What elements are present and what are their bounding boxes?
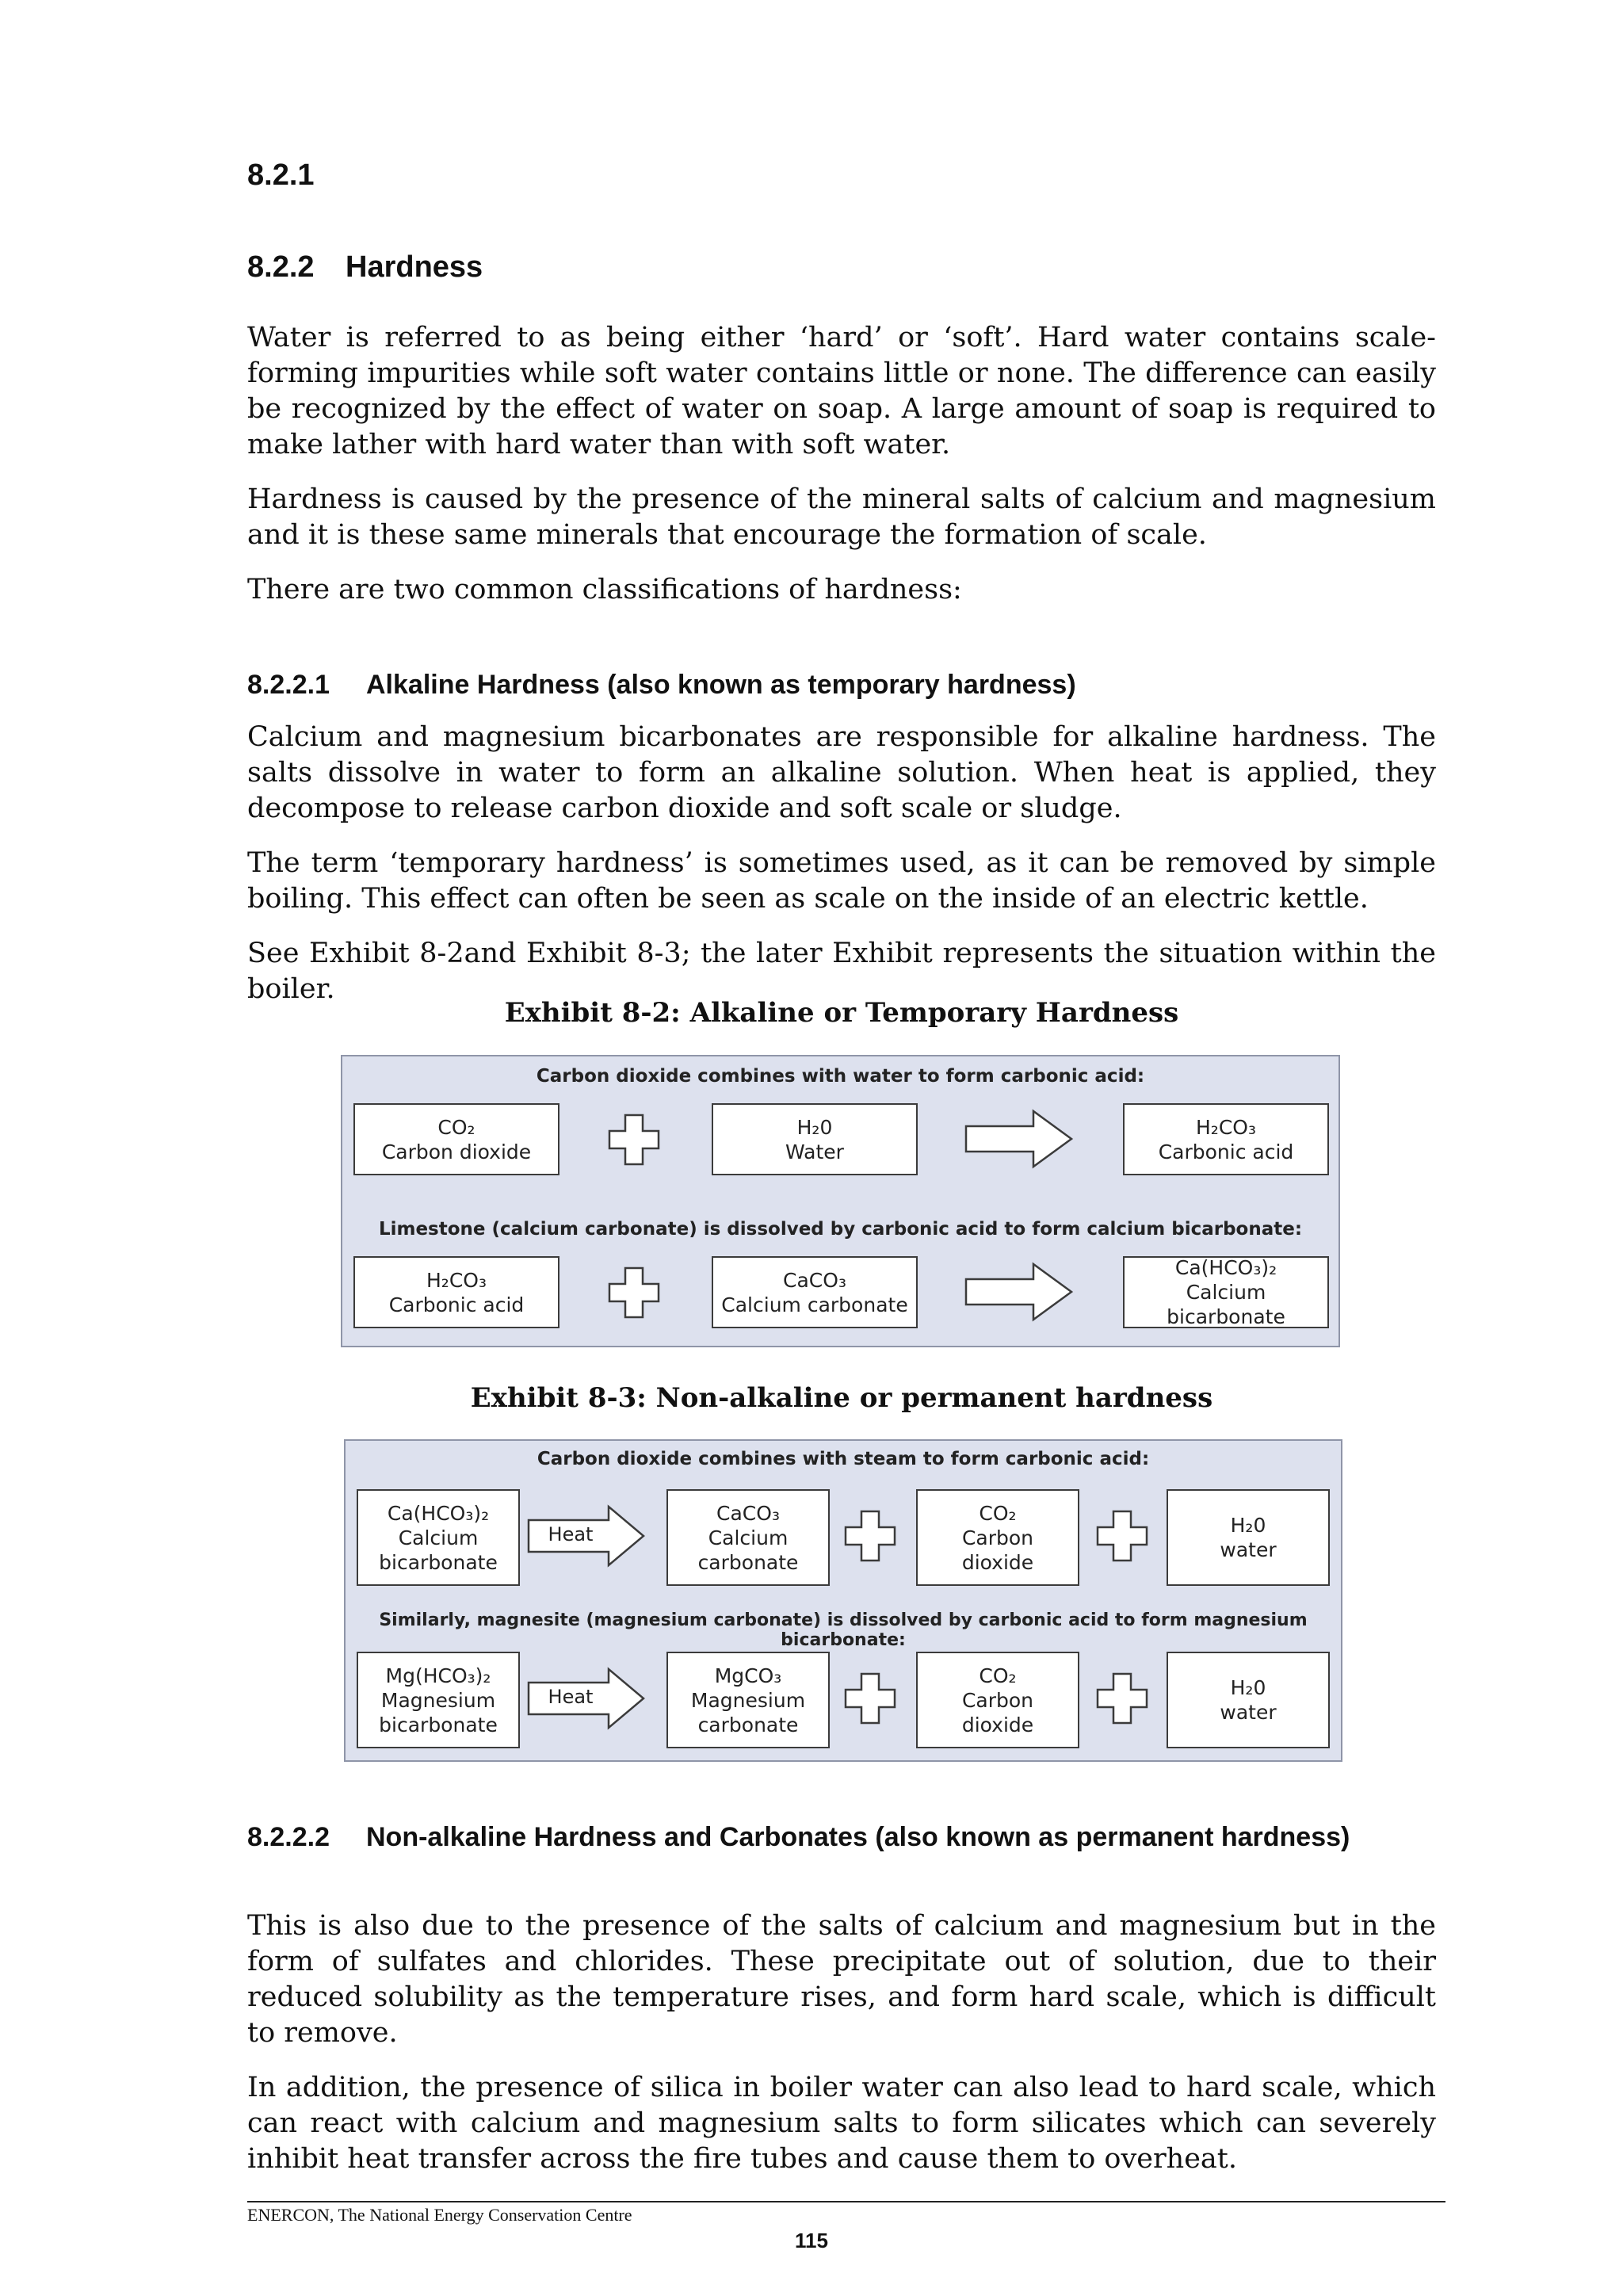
plus-icon <box>606 1265 662 1320</box>
formula: H₂0 <box>1230 1676 1266 1699</box>
paragraph: In addition, the presence of silica in boiler water can also lead to hard scale, which can react with calcium and magnesium salts to form silicates which can severely inhibit heat transfer across the fire tubes and cause them to overheat. <box>247 2072 1436 2175</box>
page-number: 115 <box>795 2229 828 2252</box>
heat-label: Heat <box>548 1686 594 1708</box>
paragraph: Water is referred to as being either ‘hard’ or ‘soft’. Hard water contains scale-forming impurities while soft water contains little or none. The difference can easily be recognized by the effect of water on soap. A large amount of soap is required to make lather with hard water than with soft water. <box>247 322 1436 460</box>
subsection-heading-8-2-2-1 <box>247 666 1436 704</box>
compound-name: Calcium bicarbonate <box>1167 1281 1285 1328</box>
compound-name: dioxide <box>961 1550 1034 1574</box>
exhibit-caption: Exhibit 8-3: Non-alkaline or permanent hardness <box>470 1382 1213 1414</box>
formula-box <box>357 1652 520 1748</box>
compound-name: bicarbonate <box>379 1550 498 1574</box>
paragraph: Hardness is caused by the presence of the mineral salts of calcium and magnesium and it is these same minerals that encourage the formation of scale. <box>247 483 1436 551</box>
paragraph: See Exhibit 8-2and Exhibit 8-3; the later Exhibit represents the situation within the boiler. <box>247 938 1436 1005</box>
section-heading-8-2-2 <box>247 250 483 285</box>
plus-icon <box>1094 1671 1150 1726</box>
diagram-row-title: Limestone (calcium carbonate) is dissolved by carbonic acid to form calcium bicarbonate: <box>378 1219 1303 1240</box>
compound-name: Calcium <box>708 1526 789 1549</box>
plus-icon <box>606 1112 662 1167</box>
formula-box <box>712 1103 918 1175</box>
exhibit-8-2-caption-wrap <box>247 995 1436 1031</box>
compound-name: Carbon <box>961 1688 1034 1712</box>
arrow-right-icon <box>964 1109 1075 1169</box>
compound-name: carbonate <box>697 1550 799 1574</box>
formula-box <box>712 1256 918 1328</box>
formula: CO₂ <box>979 1501 1017 1525</box>
paragraph: Calcium and magnesium bicarbonates are responsible for alkaline hardness. The salts dissolve in water to form an alkaline solution. When heat is applied, they decompose to release carbon dioxide and soft scale or sludge. <box>247 721 1436 824</box>
paragraph: The term ‘temporary hardness’ is sometimes used, as it can be removed by simple boiling. This effect can often be seen as scale on the inside of an electric kettle. <box>247 847 1436 915</box>
section-heading-8-2-1: 8.2.1 <box>247 159 315 192</box>
plus-icon <box>842 1508 898 1564</box>
subsection-title: Alkaline Hardness (also known as temporary hardness) <box>366 670 1076 700</box>
subsection-number: 8.2.2.2 <box>247 1822 330 1852</box>
compound-name: Magnesium <box>380 1688 496 1712</box>
subsection-number: 8.2.2.1 <box>247 670 330 700</box>
exhibit-8-2-diagram <box>341 1055 1340 1347</box>
compound-name: Water <box>785 1140 844 1163</box>
diagram-row-title: Similarly, magnesite (magnesium carbonate) is dissolved by carbonic acid to form magnesium bicarbonate: <box>379 1610 1308 1650</box>
formula: Mg(HCO₃)₂ <box>385 1664 491 1687</box>
paragraph: There are two common classifications of hardness: <box>247 574 962 606</box>
formula: H₂0 <box>796 1115 833 1139</box>
formula-box <box>916 1652 1079 1748</box>
formula-box <box>353 1103 559 1175</box>
formula: H₂0 <box>1230 1514 1266 1537</box>
formula-box <box>1123 1103 1329 1175</box>
formula: Ca(HCO₃)₂ <box>387 1501 490 1525</box>
paragraph: This is also due to the presence of the salts of calcium and magnesium but in the form of sulfates and chlorides. These precipitate out of solution, due to their reduced solubility as the temperature rises, and form hard scale, which is difficult to remove. <box>247 1910 1436 2049</box>
compound-name: water <box>1220 1701 1277 1724</box>
footer-divider <box>247 2201 1445 2202</box>
formula-box <box>353 1256 559 1328</box>
formula: H₂CO₃ <box>1196 1115 1256 1139</box>
non-alkaline-paragraphs <box>247 1908 1436 2196</box>
compound-name: dioxide <box>961 1713 1034 1736</box>
footer-organization: ENERCON, The National Energy Conservation Centre <box>247 2205 632 2225</box>
plus-icon <box>842 1671 898 1726</box>
compound-name: Carbonic acid <box>388 1293 525 1316</box>
formula-box <box>1167 1489 1330 1586</box>
diagram-row-title: Carbon dioxide combines with steam to form carbonic acid: <box>537 1449 1150 1469</box>
subsection-heading-8-2-2-2 <box>247 1818 1373 1856</box>
exhibit-8-3-diagram <box>344 1439 1342 1762</box>
formula-box <box>666 1652 830 1748</box>
compound-name: Carbonic acid <box>1158 1140 1294 1163</box>
heat-arrow <box>526 1667 647 1730</box>
formula: H₂CO₃ <box>426 1268 487 1292</box>
formula: CaCO₃ <box>783 1268 846 1292</box>
formula-box <box>357 1489 520 1586</box>
formula-box <box>1167 1652 1330 1748</box>
formula: CO₂ <box>437 1115 475 1139</box>
formula-box <box>666 1489 830 1586</box>
alkaline-paragraphs <box>247 720 1436 1026</box>
exhibit-8-3-caption-wrap <box>247 1381 1436 1416</box>
exhibit-caption: Exhibit 8-2: Alkaline or Temporary Hardness <box>504 997 1179 1029</box>
compound-name: Calcium carbonate <box>721 1293 908 1316</box>
formula: Ca(HCO₃)₂ <box>1174 1256 1277 1279</box>
formula: CaCO₃ <box>716 1501 780 1525</box>
formula-box <box>916 1489 1079 1586</box>
formula: MgCO₃ <box>714 1664 782 1687</box>
compound-name: water <box>1220 1538 1277 1561</box>
heat-arrow <box>526 1504 647 1568</box>
plus-icon <box>1094 1508 1150 1564</box>
compound-name: Carbon dioxide <box>381 1140 532 1163</box>
compound-name: Magnesium <box>690 1688 806 1712</box>
section-title: Hardness <box>346 250 483 284</box>
compound-name: Calcium <box>398 1526 479 1549</box>
formula-box <box>1123 1256 1329 1328</box>
intro-paragraphs <box>247 320 1436 627</box>
heat-label: Heat <box>548 1523 594 1545</box>
arrow-right-icon <box>964 1262 1075 1322</box>
formula: CO₂ <box>979 1664 1017 1687</box>
compound-name: bicarbonate <box>379 1713 498 1736</box>
diagram-row-title: Carbon dioxide combines with water to form carbonic acid: <box>536 1066 1145 1087</box>
subsection-title: Non-alkaline Hardness and Carbonates (also known as permanent hardness) <box>366 1822 1350 1852</box>
compound-name: carbonate <box>697 1713 799 1736</box>
compound-name: Carbon <box>961 1526 1034 1549</box>
section-number: 8.2.2 <box>247 250 315 284</box>
